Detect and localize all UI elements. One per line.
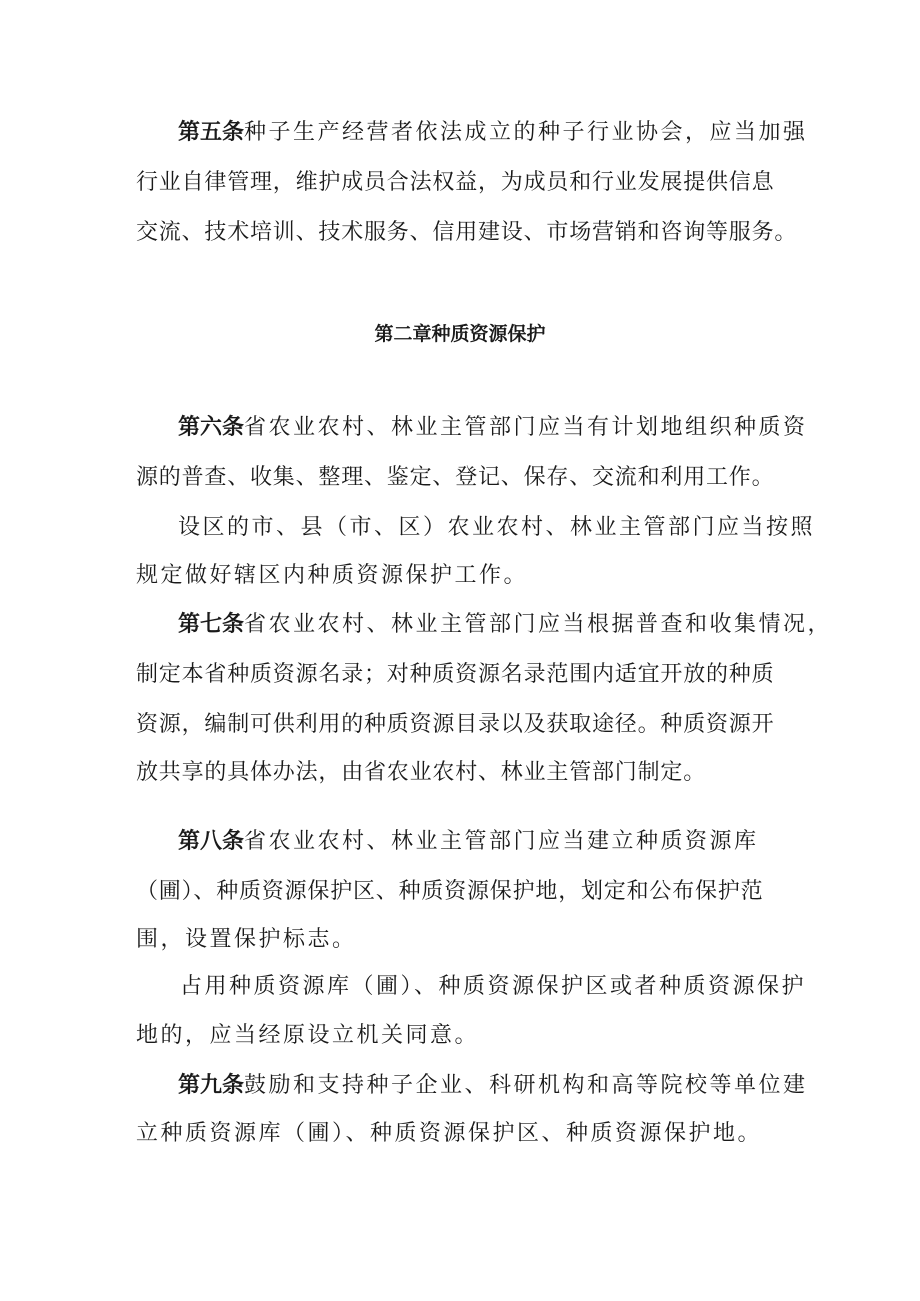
article-8-line-1 bbox=[178, 829, 759, 855]
article-6-para2-line-1: 设区的市、县（市、区）农业农村、林业主管部门应当按照 bbox=[178, 515, 816, 540]
article-9-line-1 bbox=[178, 1073, 808, 1099]
article-7-line-3: 资源，编制可供利用的种质资源目录以及获取途径。种质资源开 bbox=[136, 712, 775, 737]
article-5-line-1 bbox=[178, 120, 808, 146]
article-8-line-2: （圃）、种质资源保护区、种质资源保护地，划定和公布保护范 bbox=[136, 879, 764, 904]
article-8-text-1: 省农业农村、林业主管部门应当建立种质资源库 bbox=[244, 829, 759, 854]
article-9-line-2: 立种质资源库（圃）、种质资源保护区、种质资源保护地。 bbox=[136, 1121, 763, 1146]
article-7-line-1 bbox=[178, 612, 832, 638]
article-6-line-2: 源的普查、收集、整理、鉴定、登记、保存、交流和利用工作。 bbox=[136, 465, 775, 490]
article-6-line-1 bbox=[178, 415, 808, 441]
article-7-label: 第七条 bbox=[178, 612, 245, 637]
article-8-para2-line-1: 占用种质资源库（圃）、种质资源保护区或者种质资源保护 bbox=[180, 974, 807, 999]
article-5-line-2: 行业自律管理，维护成员合法权益，为成员和行业发展提供信息 bbox=[136, 170, 775, 195]
article-9-label: 第九条 bbox=[178, 1073, 245, 1098]
chapter-title: 第二章种质资源保护 bbox=[374, 323, 546, 345]
article-7-text-1: 省农业农村、林业主管部门应当根据普查和收集情况， bbox=[244, 612, 833, 637]
article-5-label: 第五条 bbox=[178, 120, 245, 145]
article-7-line-2: 制定本省种质资源名录；对种质资源名录范围内适宜开放的种质 bbox=[136, 662, 775, 687]
article-7-line-4: 放共享的具体办法，由省农业农村、林业主管部门制定。 bbox=[136, 760, 707, 785]
article-8-para2-line-2: 地的，应当经原设立机关同意。 bbox=[136, 1023, 480, 1048]
article-6-para2-line-2: 规定做好辖区内种质资源保护工作。 bbox=[136, 563, 529, 588]
article-9-text-1: 鼓励和支持种子企业、科研机构和高等院校等单位建 bbox=[244, 1073, 808, 1098]
article-5-line-3: 交流、技术培训、技术服务、信用建设、市场营销和咨询等服务。 bbox=[136, 220, 798, 245]
article-6-text-1: 省农业农村、林业主管部门应当有计划地组织种质资 bbox=[244, 415, 808, 440]
article-8-line-3: 围，设置保护标志。 bbox=[136, 927, 357, 952]
article-8-label: 第八条 bbox=[178, 829, 245, 854]
article-5-text-1: 种子生产经营者依法成立的种子行业协会，应当加强 bbox=[244, 120, 808, 145]
article-6-label: 第六条 bbox=[178, 415, 245, 440]
